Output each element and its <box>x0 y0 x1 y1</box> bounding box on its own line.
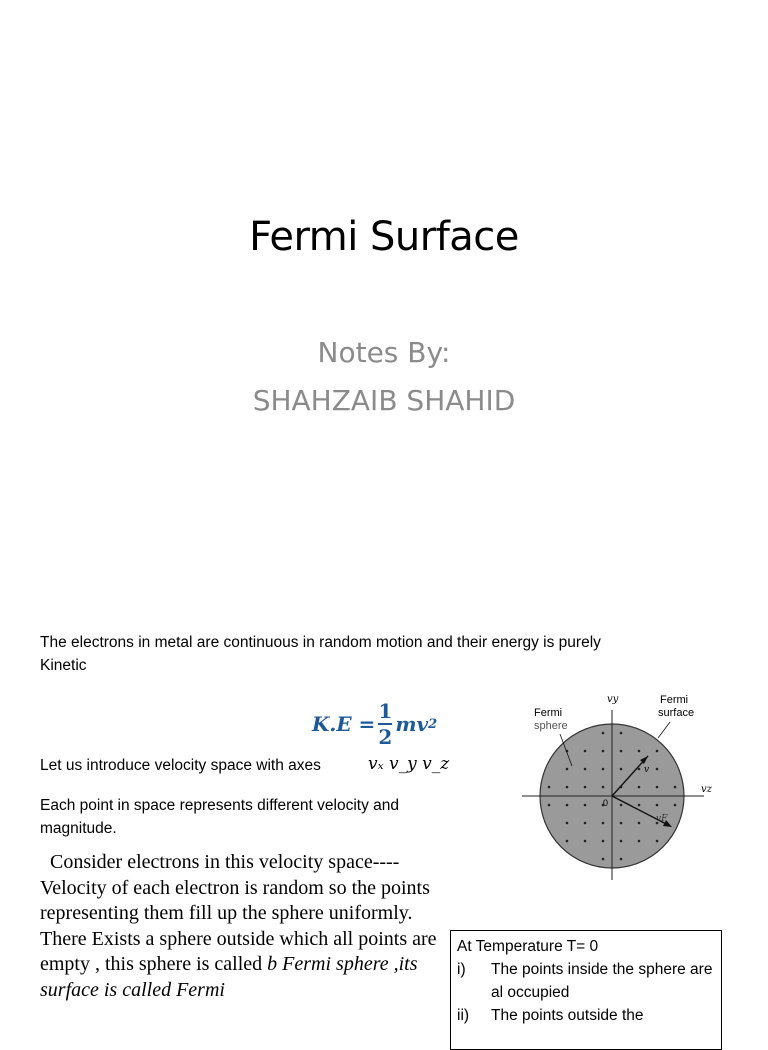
consider-paragraph <box>40 850 440 1003</box>
velocity-point <box>566 786 569 789</box>
velocity-point <box>548 804 551 807</box>
notes-by-label: Notes By: <box>317 336 451 369</box>
velocity-point <box>584 840 587 843</box>
list-item-text: The points inside the sphere are al occupied <box>491 961 713 1001</box>
velocity-point <box>584 786 587 789</box>
velocity-point <box>566 822 569 825</box>
velocity-point <box>620 804 623 807</box>
velocity-point <box>638 750 641 753</box>
paragraph-2-italic: b Fermi sphere ,its surface is called Fermi <box>40 953 418 1001</box>
velocity-point <box>656 750 659 753</box>
kinetic-energy-formula <box>312 700 437 748</box>
velocity-point <box>638 822 641 825</box>
velocity-point <box>602 768 605 771</box>
formula-rhs: mv <box>395 712 429 736</box>
velocity-point <box>620 858 623 861</box>
velocity-space-text: Let us introduce velocity space with axes <box>40 757 321 774</box>
temperature-heading: At Temperature T= 0 <box>457 938 599 955</box>
origin-label: 0 <box>603 798 609 808</box>
list-item-text: The points outside the <box>491 1007 644 1024</box>
each-point-text: Each point in space represents different velocity and magnitude. <box>40 797 400 837</box>
velocity-point <box>584 750 587 753</box>
vy-axis-label: vy <box>607 694 619 705</box>
paragraph-1 <box>40 850 440 927</box>
velocity-point <box>566 840 569 843</box>
slide-title: Fermi Surface <box>249 214 519 260</box>
paragraph-1-text: Consider electrons in this velocity space---- Velocity of each electron is random so the points representing them fill up the sphere uniformly. <box>40 851 430 924</box>
fraction-denominator: 2 <box>378 725 393 749</box>
paragraph-2 <box>40 927 440 1004</box>
velocity-point <box>602 750 605 753</box>
velocity-point <box>638 804 641 807</box>
axes-symbols: vₓ v_y v_z <box>368 754 450 774</box>
velocity-point <box>656 786 659 789</box>
fermi-surface-label-1: Fermi <box>660 694 689 706</box>
fermi-sphere-diagram <box>520 692 720 882</box>
velocity-point <box>656 768 659 771</box>
fermi-surface-label-2: surface <box>658 707 695 719</box>
temperature-list <box>457 958 715 1027</box>
velocity-point <box>638 840 641 843</box>
formula-fraction <box>378 700 392 748</box>
velocity-point <box>602 732 605 735</box>
temperature-box <box>450 930 722 1050</box>
velocity-point <box>638 786 641 789</box>
velocity-point <box>602 822 605 825</box>
velocity-point <box>602 786 605 789</box>
velocity-point <box>620 732 623 735</box>
content-slide <box>0 594 768 1024</box>
vector-vf-label: vF <box>656 814 668 824</box>
velocity-point <box>602 840 605 843</box>
list-item-number: ii) <box>457 1007 470 1024</box>
velocity-point <box>548 786 551 789</box>
fermi-sphere-label-2: sphere <box>534 720 568 732</box>
velocity-point <box>584 822 587 825</box>
velocity-point <box>674 786 677 789</box>
fraction-numerator: 1 <box>378 699 393 723</box>
velocity-point <box>602 858 605 861</box>
fermi-sphere-label-1: Fermi <box>534 707 563 719</box>
velocity-point <box>656 804 659 807</box>
velocity-point <box>566 768 569 771</box>
vz-axis-label: vz <box>701 784 712 795</box>
velocity-point <box>620 822 623 825</box>
surface-pointer <box>658 722 670 738</box>
vector-v-label: v <box>644 765 650 775</box>
list-item-number: i) <box>457 961 466 978</box>
formula-lhs: K.E = <box>312 712 376 736</box>
velocity-point <box>674 804 677 807</box>
velocity-point <box>620 768 623 771</box>
velocity-point <box>620 750 623 753</box>
intro-text: The electrons in metal are continuous in random motion and their energy is purely Kinetic <box>40 634 601 674</box>
author-name: SHAHZAIB SHAHID <box>252 384 516 417</box>
velocity-point <box>584 804 587 807</box>
paragraph-2-text: There Exists a sphere outside which all points are empty , this sphere is called <box>40 927 437 975</box>
formula-exponent: 2 <box>428 716 438 732</box>
list-item <box>457 958 715 1004</box>
velocity-point <box>566 804 569 807</box>
velocity-point <box>638 768 641 771</box>
velocity-point <box>620 840 623 843</box>
velocity-point <box>656 840 659 843</box>
velocity-point <box>584 768 587 771</box>
